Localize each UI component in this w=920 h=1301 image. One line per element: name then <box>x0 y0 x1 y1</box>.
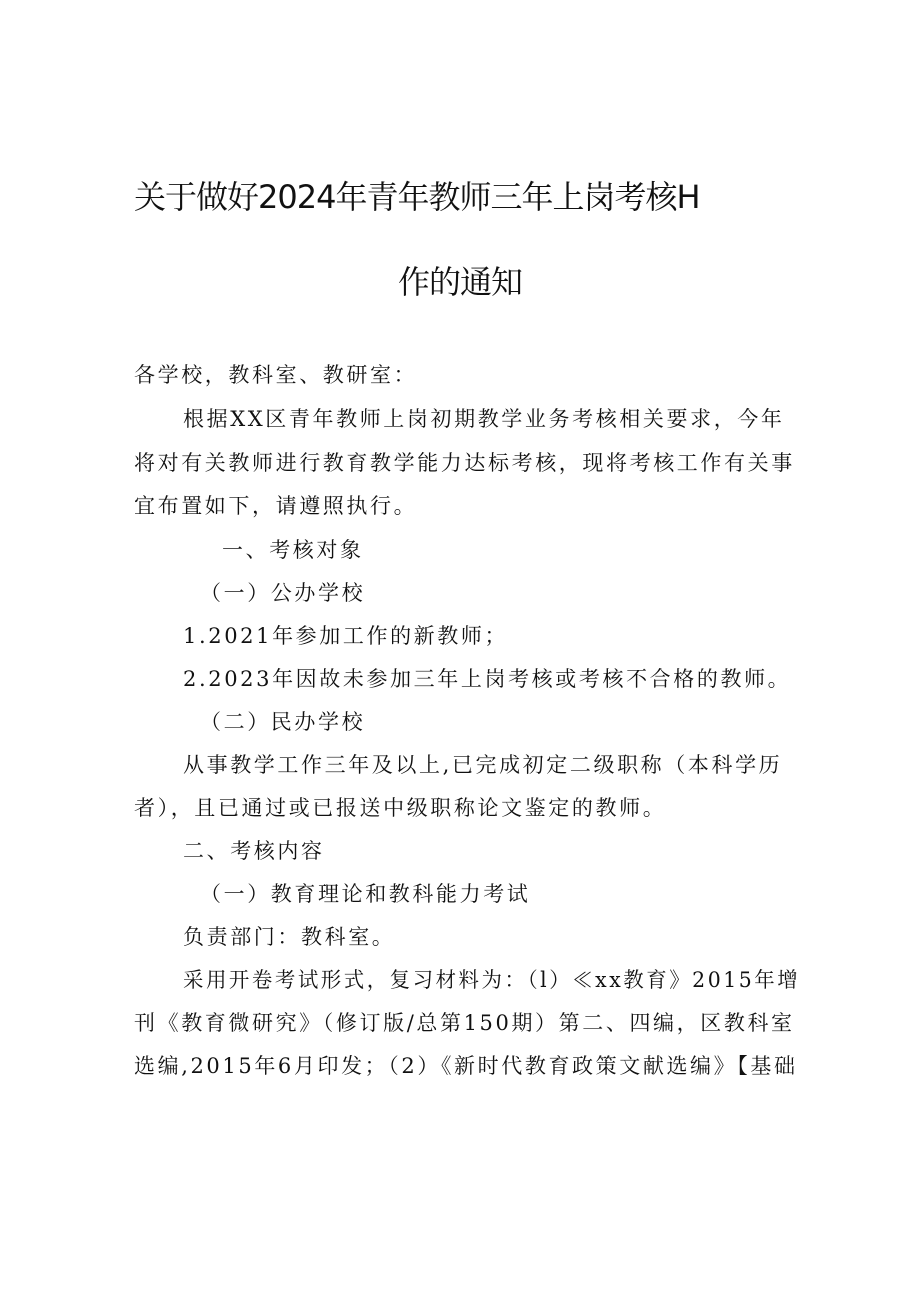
subsection-heading: （二）民办学校 <box>200 710 366 734</box>
body-paragraph-line: 负责部门：教科室。 <box>183 925 396 949</box>
subsection-heading: （一）公办学校 <box>200 581 366 605</box>
list-item: 1.2021年参加工作的新教师； <box>183 624 509 648</box>
body-paragraph-line: 采用开卷考试形式，复习材料为：（l）≪xx教育》2015年增 <box>183 968 801 992</box>
body-paragraph-line: 宜布置如下，请遵照执行。 <box>134 494 418 518</box>
body-paragraph-line: 者），且已通过或已报送中级职称论文鉴定的教师。 <box>134 796 667 820</box>
document-title-line-2: 作的通知 <box>398 263 523 301</box>
section-heading-2: 二、考核内容 <box>183 839 325 863</box>
subsection-heading: （一）教育理论和教科能力考试 <box>200 882 531 906</box>
body-paragraph-line: 根据XX区青年教师上岗初期教学业务考核相关要求，今年 <box>183 407 785 431</box>
body-paragraph-line: 从事教学工作三年及以上,已完成初定二级职称（本科学历 <box>183 753 783 777</box>
body-paragraph-line: 刊《教育微研究》（修订版/总第150期）第二、四编，区教科室 <box>134 1011 795 1035</box>
salutation: 各学校，教科室、教研室： <box>134 363 418 387</box>
section-heading-1: 一、考核对象 <box>222 538 364 562</box>
list-item: 2.2023年因故未参加三年上岗考核或考核不合格的教师。 <box>183 667 792 691</box>
body-paragraph-line: 选编,2015年6月印发；（2）《新时代教育政策文献选编》【基础 <box>134 1054 798 1078</box>
body-paragraph-line: 将对有关教师进行教育教学能力达标考核，现将考核工作有关事 <box>134 451 795 475</box>
document-title-line-1: 关于做好2024年青年教师三年上岗考核H <box>134 178 700 216</box>
